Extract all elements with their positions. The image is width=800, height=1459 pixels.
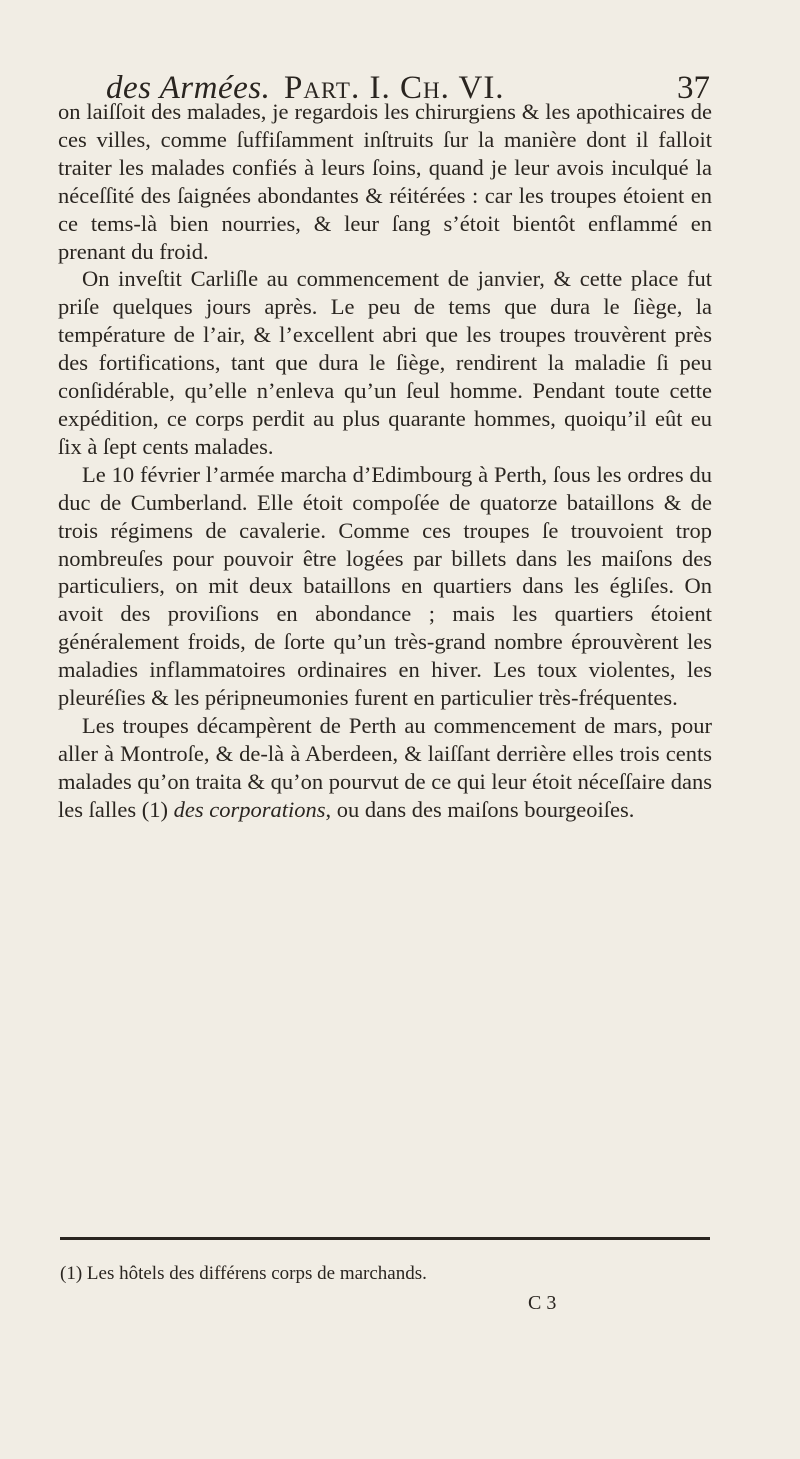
corporations-italic: des corporations bbox=[173, 796, 326, 822]
paragraph-montrose-end: , ou dans des maiſons bourgeoiſes. bbox=[325, 796, 635, 822]
paragraph-montrose bbox=[58, 712, 712, 824]
body-text bbox=[58, 98, 712, 824]
paragraph-continuation: on laiſſoit des malades, je regardois les chirurgiens & les apothicaires de ces villes, comme ſuffiſamment inſtruits ſur la manière dont il falloit traiter les malades confiés à leurs ſoins, quand je leur avois inculqué la néceſſité des ſaignées abondantes & réitérées : car les troupes étoient en ce tems-là bien nourries, & leur ſang s’étoit bientôt enflammé en prenant du froid. bbox=[58, 99, 712, 264]
footnote: (1) Les hôtels des différens corps de marchands. bbox=[60, 1263, 427, 1284]
signature-mark: C 3 bbox=[528, 1292, 557, 1314]
running-head-title: des Armées. bbox=[106, 70, 271, 106]
paragraph-carlisle: On inveſtit Carliſle au commencement de janvier, & cette place fut priſe quelques jours après. Le peu de tems que dura le ſiège, la température de l’air, & l’excellent abri que les troupes trouvèrent près des fortifications, tant que dura le ſiège, rendirent la maladie ſi peu conſidérable, qu’elle n’enleva qu’un ſeul homme. Pendant toute cette expédition, ce corps perdit au plus quarante hommes, quoiqu’il eût eu ſix à ſept cents malades. bbox=[58, 266, 712, 459]
paragraph-perth: Le 10 février l’armée marcha d’Edimbourg à Perth, ſous les ordres du duc de Cumberland. Elle étoit compoſée de quatorze bataillons & de trois régimens de cavalerie. Comme ces troupes ſe trouvoient trop nombreuſes pour pouvoir être logées par billets dans les maiſons des particuliers, on mit deux bataillons en quartiers dans les égliſes. On avoit des proviſions en abondance ; mais les quartiers étoient généralement froids, de ſorte qu’un très-grand nombre éprouvèrent les maladies inflammatoires ordinaires en hiver. Les toux violentes, les pleuréſies & les péripneumonies furent en particulier très-fréquentes. bbox=[58, 461, 712, 711]
running-head-part-chapter: Part. I. Ch. VI. bbox=[284, 70, 505, 106]
page-number: 37 bbox=[677, 70, 710, 106]
paragraph-montrose-text: Les troupes décampèrent de Perth au commencement de mars, pour aller à Montroſe, & de-là à Aberdeen, & laiſſant derrière elles trois cents malades qu’on traita & qu’on pourvut de ce qui leur étoit néceſſaire dans les ſalles (1) bbox=[58, 712, 712, 822]
footnote-rule bbox=[60, 1237, 710, 1240]
